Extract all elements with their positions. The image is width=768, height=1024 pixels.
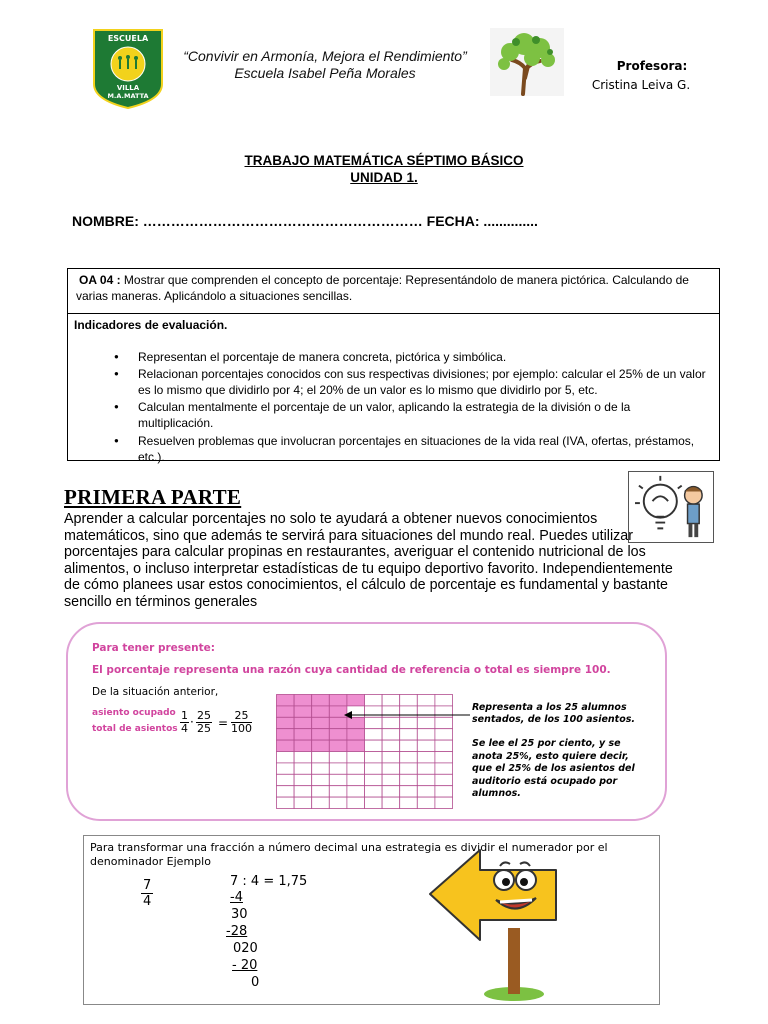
grid-cell [365, 763, 383, 774]
grid-cell-shaded [312, 740, 330, 751]
fraction-denominator: 100 [231, 722, 252, 735]
oa-text: Mostrar que comprenden el concepto de porcentaje: Representándolo de manera pictórica. Calculando de varias maneras. Aplicándolo a situaciones sencillas. [76, 273, 689, 303]
grid-cell [417, 695, 435, 706]
grid-cell [435, 786, 453, 797]
learning-objective [68, 269, 719, 314]
fraction-denominator: 4 [181, 722, 188, 735]
section-heading: PRIMERA PARTE [64, 485, 242, 509]
fraction-decimal-box [83, 835, 660, 1005]
grid-cell [329, 786, 347, 797]
grid-cell [400, 695, 418, 706]
pointer-arrow-icon [344, 710, 472, 720]
school-motto [160, 48, 490, 82]
grid-cell [347, 797, 365, 808]
percentage-definition: El porcentaje representa una razón cuya cantidad de referencia o total es siempre 100. [92, 664, 611, 676]
school-name: Escuela Isabel Peña Morales [234, 65, 416, 81]
grid-cell-shaded [312, 729, 330, 740]
grid-cell [382, 774, 400, 785]
reading-note: Se lee el 25 por ciento, y se anota 25%, esto quiere decir, que el 25% de los asientos del auditorio está ocupado por alumnos. [472, 738, 635, 799]
grid-cell [400, 729, 418, 740]
grid-cell-shaded [312, 706, 330, 717]
grid-cell [294, 763, 312, 774]
name-date-field[interactable]: NOMBRE: …………………………………………………… FECHA: .............. [72, 213, 538, 229]
motto-text: “Convivir en Armonía, Mejora el Rendimiento” [183, 48, 467, 64]
grid-cell [365, 774, 383, 785]
panel-heading: Para tener presente: [92, 642, 215, 654]
grid-cell [277, 774, 295, 785]
grid-cell [329, 752, 347, 763]
grid-cell [400, 752, 418, 763]
division-line: 7 : 4 = 1,75 [230, 874, 308, 889]
division-line: -28 [226, 924, 248, 939]
grid-cell [417, 774, 435, 785]
indicator-item: ● Relacionan porcentajes conocidos con sus respectivas divisiones; por ejemplo: calcular el 25% de un valor es lo mismo que dividirlo por 4; el 20% de un valor es lo mismo que dividirlo por 5, etc. [114, 366, 707, 398]
grid-cell [347, 786, 365, 797]
equals-sign: = [218, 716, 229, 730]
grid-cell [400, 763, 418, 774]
school-logo [92, 28, 164, 110]
percentage-info-panel [66, 622, 667, 821]
indicator-item: ● Resuelven problemas que involucran porcentajes en situaciones de la vida real (IVA, ofertas, préstamos, etc.). [114, 433, 707, 465]
grid-cell-shaded [329, 740, 347, 751]
arrow-sign-icon [424, 836, 564, 1004]
grid-cell [277, 786, 295, 797]
grid-cell [294, 774, 312, 785]
teacher-label: Profesora: [616, 59, 688, 73]
multiply-dot: · [190, 715, 194, 729]
fraction-numerator: 7 [143, 878, 152, 893]
title-line-2: UNIDAD 1. [350, 170, 418, 185]
grid-cell-shaded [277, 729, 295, 740]
indicators-heading: Indicadores de evaluación. [74, 318, 228, 332]
division-line: -4 [230, 890, 243, 905]
grid-cell [400, 740, 418, 751]
fraction-numerator: 1 [181, 709, 188, 722]
title-line-1: TRABAJO MATEMÁTICA SÉPTIMO BÁSICO [244, 153, 524, 168]
division-line: 30 [231, 907, 248, 922]
grid-cell [365, 740, 383, 751]
grid-cell [329, 763, 347, 774]
grid-cell [435, 695, 453, 706]
grid-cell [347, 752, 365, 763]
badge-top-text: ESCUELA [107, 34, 149, 43]
example-fraction [141, 878, 153, 909]
indicators-section [68, 314, 719, 469]
represents-note: Representa a los 25 alumnos sentados, de los 100 asientos. [472, 702, 636, 725]
grid-cell-shaded [277, 695, 295, 706]
grid-cell-shaded [347, 729, 365, 740]
grid-cell [435, 752, 453, 763]
grid-cell-shaded [294, 729, 312, 740]
grid-cell [382, 797, 400, 808]
grid-cell [365, 752, 383, 763]
badge-place-text: M.A.MATTA [107, 92, 149, 100]
seat-occupied-label: asiento ocupado [92, 708, 176, 718]
grid-cell [312, 774, 330, 785]
grid-cell [277, 763, 295, 774]
grid-cell [435, 740, 453, 751]
teacher-name: Cristina Leiva G. [591, 78, 691, 92]
grid-cell [400, 797, 418, 808]
grid-cell-shaded [329, 729, 347, 740]
grid-cell [365, 729, 383, 740]
division-line: - 20 [232, 958, 258, 973]
grid-cell [365, 786, 383, 797]
oa-label: OA 04 : [79, 273, 121, 287]
grid-cell [312, 797, 330, 808]
grid-cell [417, 740, 435, 751]
grid-cell [400, 774, 418, 785]
grid-cell [365, 695, 383, 706]
grid-cell [347, 763, 365, 774]
grid-cell [435, 763, 453, 774]
grid-cell [417, 797, 435, 808]
division-line: 020 [233, 941, 258, 956]
indicator-item: ● Calculan mentalmente el porcentaje de un valor, aplicando la estrategia de la división o de la multiplicación. [114, 399, 707, 431]
grid-cell [382, 763, 400, 774]
fraction-denominator: 25 [197, 722, 211, 735]
grid-cell [365, 797, 383, 808]
fraction-denominator: 4 [143, 894, 152, 909]
indicators-list [74, 349, 713, 465]
grid-cell [312, 763, 330, 774]
grid-cell-shaded [312, 695, 330, 706]
badge-village-text: VILLA [116, 84, 140, 92]
grid-cell [294, 786, 312, 797]
grid-cell [329, 774, 347, 785]
grid-cell [435, 774, 453, 785]
grid-cell-shaded [347, 740, 365, 751]
grid-cell [294, 797, 312, 808]
grid-cell-shaded [277, 740, 295, 751]
indicator-item: ● Representan el porcentaje de manera concreta, pictórica y simbólica. [114, 349, 707, 365]
grid-cell [435, 797, 453, 808]
grid-cell [277, 752, 295, 763]
grid-cell [417, 763, 435, 774]
grid-cell [435, 729, 453, 740]
grid-cell [329, 797, 347, 808]
grid-cell [382, 740, 400, 751]
teacher-info [586, 57, 696, 95]
grid-cell [382, 752, 400, 763]
conversion-instructions: Para transformar una fracción a número decimal una estrategia es dividir el numerador por el denominador Ejemplo [90, 841, 608, 868]
grid-cell-shaded [294, 695, 312, 706]
grid-cell [417, 786, 435, 797]
grid-cell [382, 729, 400, 740]
objectives-table [67, 268, 720, 464]
situation-text: De la situación anterior, [92, 686, 219, 698]
fraction-numerator: 25 [231, 710, 252, 723]
grid-cell [294, 752, 312, 763]
grid-cell [312, 786, 330, 797]
grid-cell-shaded [312, 717, 330, 728]
division-line: 0 [251, 975, 260, 990]
fraction-25-100 [231, 710, 252, 735]
grid-cell-shaded [329, 695, 347, 706]
grid-cell [277, 797, 295, 808]
tree-icon [490, 28, 564, 96]
grid-cell-shaded [294, 717, 312, 728]
grid-cell-shaded [294, 740, 312, 751]
grid-cell [382, 786, 400, 797]
fraction-25-25 [196, 710, 212, 735]
grid-cell [417, 752, 435, 763]
grid-cell-shaded [277, 706, 295, 717]
grid-cell [312, 752, 330, 763]
grid-cell [347, 774, 365, 785]
grid-cell-shaded [294, 706, 312, 717]
grid-cell [382, 695, 400, 706]
total-seats-label: total de asientos [92, 724, 178, 734]
fraction-one-quarter [180, 710, 189, 735]
fraction-numerator: 25 [197, 709, 211, 722]
document-title [0, 152, 768, 186]
grid-cell-shaded [277, 717, 295, 728]
grid-cell [400, 786, 418, 797]
grid-cell-shaded [347, 695, 365, 706]
intro-paragraph: Aprender a calcular porcentajes no solo te ayudará a obtener nuevos conocimientos matemáticos, sino que además te servirá para situaciones del mundo real. Puedes utilizar porcentajes para calcular propinas en restaurantes, averiguar el contenido nutricional de los alimentos, o incluso interpretar estadísticas de tu equipo deportivo favorito. Independientemente de cómo planees usar estos conocimientos, el cálculo de porcentaje es fundamental y bastante sencillo en términos generales [64, 511, 673, 610]
grid-cell [417, 729, 435, 740]
